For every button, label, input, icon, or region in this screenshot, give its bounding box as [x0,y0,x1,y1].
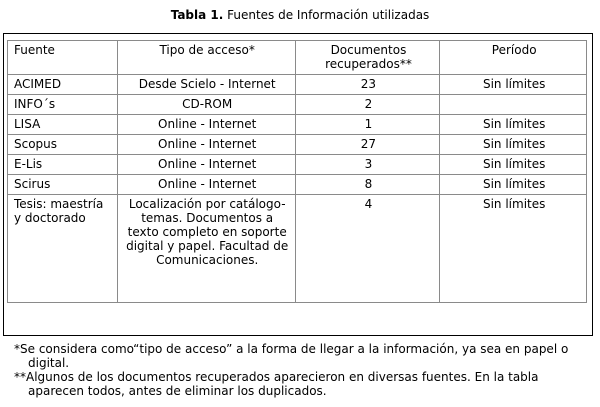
table-row [8,115,587,135]
table-row [8,135,587,155]
header-tipo-acceso: Tipo de acceso* [118,41,296,75]
cell-documentos: 8 [296,175,441,195]
table-row [8,175,587,195]
cell-fuente: Scirus [8,175,118,195]
cell-documentos: 3 [296,155,441,175]
cell-tipo-acceso: CD-ROM [118,95,296,115]
cell-tipo-acceso: Online - Internet [118,175,296,195]
table-row [8,95,587,115]
table-caption [0,8,600,23]
cell-periodo [440,95,587,115]
cell-fuente: Tesis: maestría y doctorado [8,195,118,303]
cell-tipo-acceso: Online - Internet [118,135,296,155]
cell-fuente: LISA [8,115,118,135]
header-periodo: Período [440,41,587,75]
caption-label: Tabla 1. [170,8,224,22]
cell-fuente: E-Lis [8,155,118,175]
footnote-documentos: **Algunos de los documentos recuperados aparecieron en diversas fuentes. En la tabla aparecen todos, antes de eliminar los duplicados. [14,370,539,398]
cell-periodo: Sin límites [440,175,587,195]
cell-fuente: Scopus [8,135,118,155]
cell-fuente: ACIMED [8,75,118,95]
cell-tipo-acceso: Online - Internet [118,115,296,135]
table-footnotes [14,342,589,398]
table-row [8,75,587,95]
cell-periodo: Sin límites [440,135,587,155]
cell-periodo: Sin límites [440,195,587,303]
header-fuente: Fuente [8,41,118,75]
cell-fuente: INFO´s [8,95,118,115]
table-row [8,155,587,175]
table-row [8,195,587,303]
footnote-tipo-acceso: *Se considera como“tipo de acceso” a la forma de llegar a la información, ya sea en papel o digital. [14,342,569,370]
sources-table [7,40,587,303]
caption-text: Fuentes de Información utilizadas [223,8,430,22]
cell-tipo-acceso: Desde Scielo - Internet [118,75,296,95]
cell-tipo-acceso: Online - Internet [118,155,296,175]
cell-documentos: 2 [296,95,441,115]
cell-periodo: Sin límites [440,115,587,135]
cell-documentos: 23 [296,75,441,95]
cell-documentos: 27 [296,135,441,155]
cell-documentos: 4 [296,195,441,303]
table-header-row [8,41,587,75]
cell-tipo-acceso: Localización por catálogo-temas. Documentos a texto completo en soporte digital y papel. Facultad de Comunicaciones. [118,195,296,303]
cell-periodo: Sin límites [440,155,587,175]
header-documentos: Documentos recuperados** [296,41,441,75]
cell-periodo: Sin límites [440,75,587,95]
cell-documentos: 1 [296,115,441,135]
